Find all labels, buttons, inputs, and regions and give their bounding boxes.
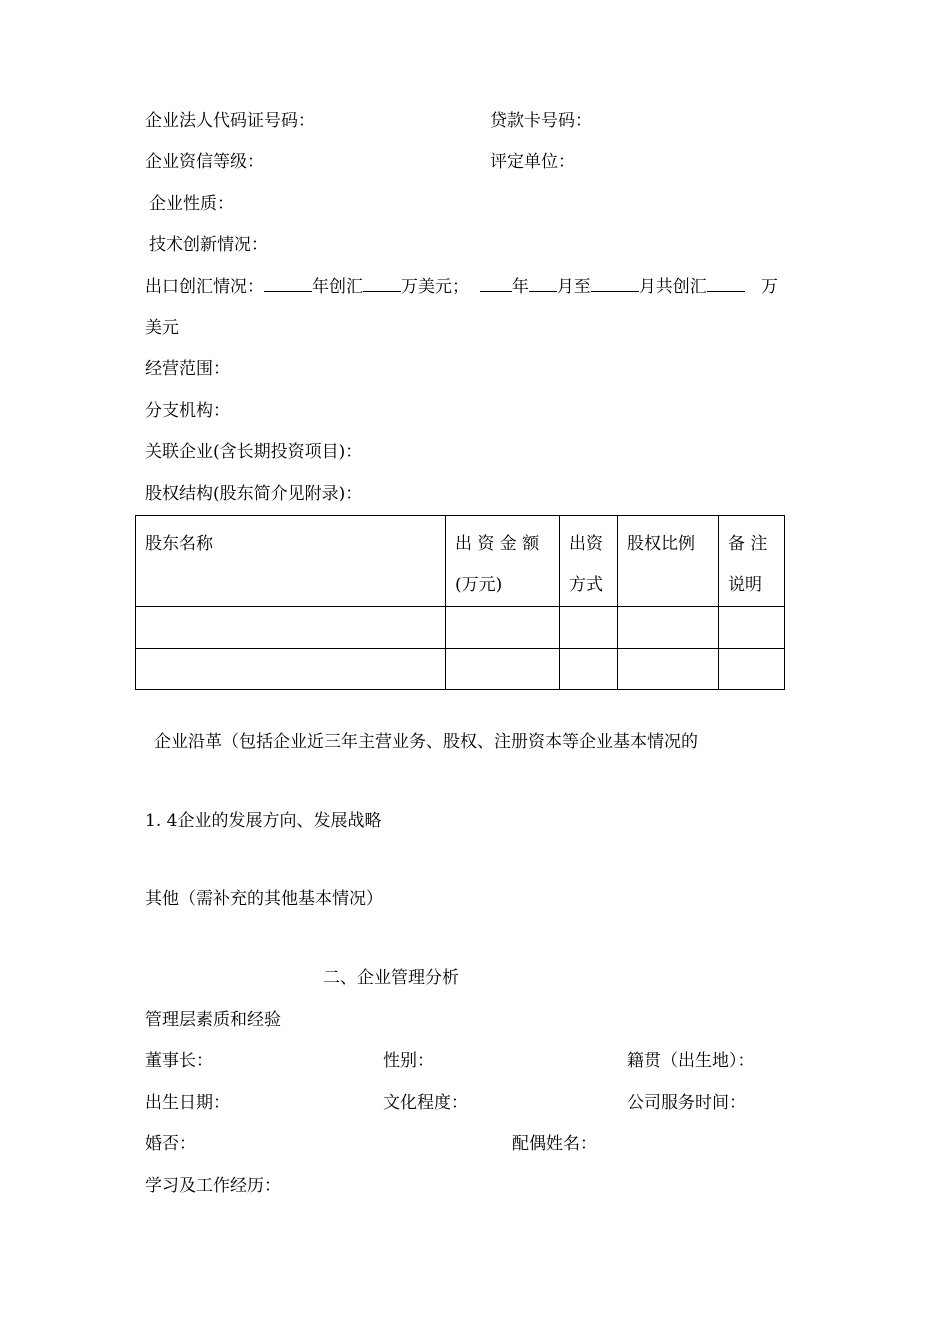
spouse-name-label: 配偶姓名： (512, 1134, 597, 1154)
equity-structure-label: 股权结构(股东简介见附录)： (145, 484, 363, 504)
blank-field (264, 275, 312, 292)
export-usd-wrap: 美元 (145, 318, 179, 338)
service-time-label: 公司服务时间： (627, 1093, 746, 1113)
header-investment-method: 出资 方式 (560, 516, 618, 607)
enterprise-nature-label: 企业性质： (149, 194, 234, 214)
export-total-label: 月共创汇 (638, 277, 707, 297)
blank-field (363, 275, 401, 292)
blank-field (529, 275, 557, 292)
education-label: 文化程度： (383, 1093, 468, 1113)
table-row (136, 607, 785, 649)
chairman-label: 董事长： (145, 1051, 213, 1071)
credit-grade-label: 企业资信等级： (145, 152, 264, 172)
export-year2-label: 年 (511, 277, 529, 297)
rating-unit-label: 评定单位： (490, 152, 575, 172)
loan-card-label: 贷款卡号码： (490, 111, 592, 131)
other-heading: 其他（需补充的其他基本情况） (145, 889, 383, 909)
table-cell[interactable] (136, 607, 446, 649)
table-cell[interactable] (560, 607, 618, 649)
header-shareholder-name: 股东名称 (136, 516, 446, 607)
section-heading-management: 二、企业管理分析 (323, 968, 459, 988)
table-cell[interactable] (618, 607, 719, 649)
header-remarks: 备 注 说明 (719, 516, 785, 607)
table-row (136, 649, 785, 690)
export-month-label: 月至 (556, 277, 591, 297)
table-cell[interactable] (618, 649, 719, 690)
table-cell[interactable] (560, 649, 618, 690)
marital-status-label: 婚否： (145, 1134, 196, 1154)
history-heading: 企业沿革（包括企业近三年主营业务、股权、注册资本等企业基本情况的 (154, 732, 698, 752)
table-cell[interactable] (446, 607, 560, 649)
blank-field (707, 275, 745, 292)
table-cell[interactable] (446, 649, 560, 690)
strategy-heading: 1. 4企业的发展方向、发展战略 (145, 811, 382, 831)
table-header-row (136, 516, 785, 607)
table-cell[interactable] (719, 649, 785, 690)
export-wan-label: 万 (761, 277, 779, 297)
table-cell[interactable] (719, 607, 785, 649)
branches-label: 分支机构： (145, 401, 230, 421)
equity-table (135, 515, 785, 690)
work-history-label: 学习及工作经历： (145, 1176, 281, 1196)
birth-date-label: 出生日期： (145, 1093, 230, 1113)
header-investment-amount: 出 资 金 额 (万元) (446, 516, 560, 607)
blank-field (480, 275, 512, 292)
table-cell[interactable] (136, 649, 446, 690)
gender-label: 性别： (383, 1051, 434, 1071)
innovation-label: 技术创新情况： (149, 235, 268, 255)
header-equity-ratio: 股权比例 (618, 516, 719, 607)
export-usd-label: 万美元； (401, 277, 469, 297)
origin-label: 籍贯（出生地）： (627, 1051, 755, 1071)
business-scope-label: 经营范围： (145, 359, 230, 379)
export-line (145, 275, 778, 298)
export-year-label: 年创汇 (312, 277, 363, 297)
export-label: 出口创汇情况： (145, 277, 264, 297)
affiliates-label: 关联企业(含长期投资项目)： (145, 442, 363, 462)
blank-field (591, 275, 639, 292)
management-quality-heading: 管理层素质和经验 (145, 1010, 281, 1030)
legal-code-label: 企业法人代码证号码： (145, 111, 315, 131)
